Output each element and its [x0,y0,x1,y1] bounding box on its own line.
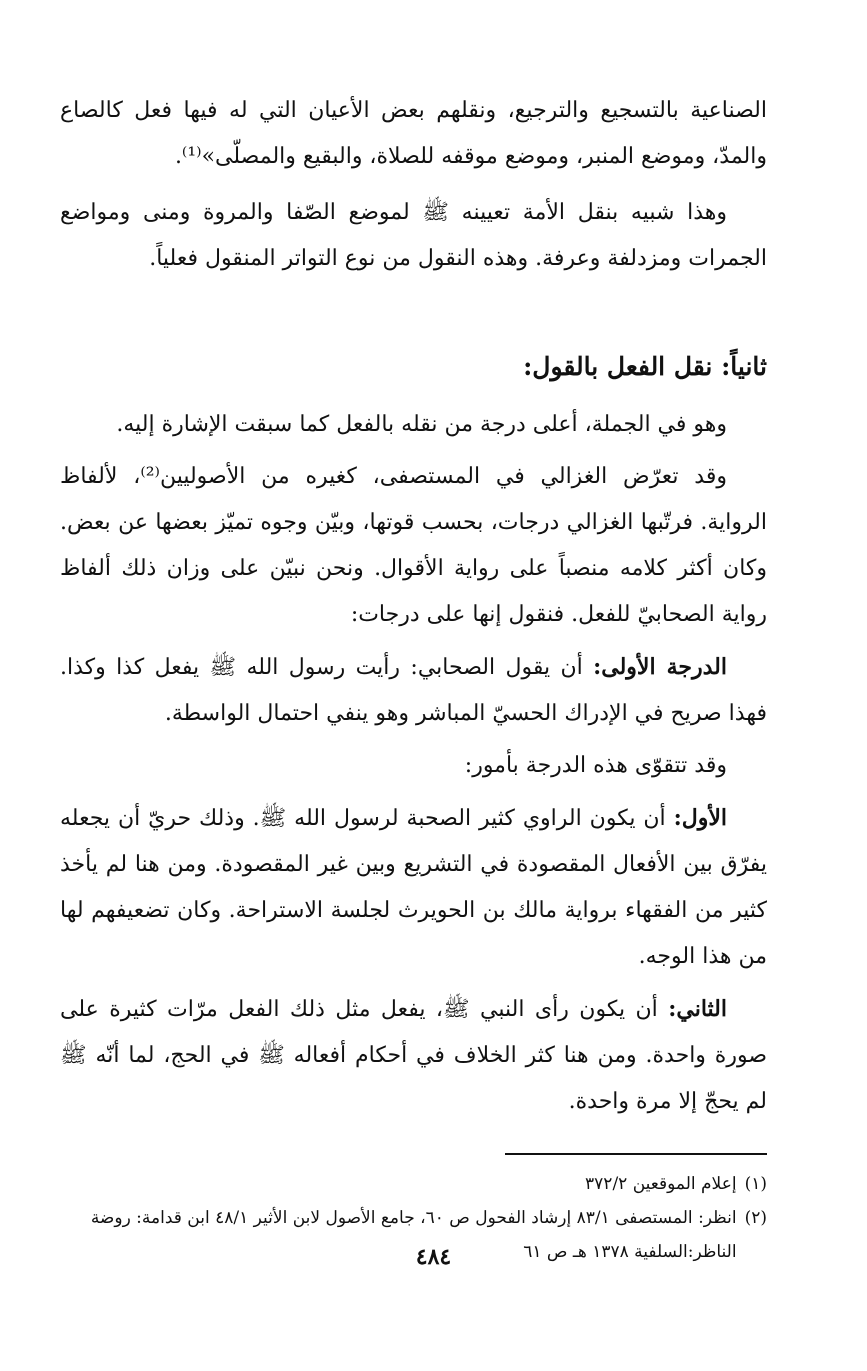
paragraph-ghazali-ranking: وقد تعرّض الغزالي في المستصفى، كغيره من الأصوليين⁽²⁾، لألفاظ الرواية. فرتّبها الغزالي درجات، بحسب قوتها، وبيّن وجوه تميّز بعضها عن بعض. وكان أكثر كلامه منصباً على رواية الأقوال. ونحن نبيّن على وزان ذلك ألفاظ رواية الصحابيّ للفعل. فنقول إنها على درجات: [60,464,767,627]
paragraph-second-factor [60,986,767,1125]
footnote-divider [505,1153,767,1155]
paragraph-first-degree [60,644,767,737]
second-factor-text: أن يكون رأى النبي ﷺ، يفعل مثل ذلك الفعل مرّات كثيرة على صورة واحدة. ومن هنا كثر الخلاف في أحكام أفعاله ﷺ في الحج، لما أنّه ﷺ لم يحجّ إلا مرة واحدة. [60,997,767,1114]
second-factor-label: الثاني: [668,996,727,1022]
paragraph-ranking-intro: وهو في الجملة، أعلى درجة من نقله بالفعل كما سبقت الإشارة إليه. [116,412,727,437]
footnote-number: (٢) [744,1208,767,1228]
first-factor-label: الأول: [673,805,727,831]
first-degree-label: الدرجة الأولى: [593,654,727,680]
first-degree-text: أن يقول الصحابي: رأيت رسول الله ﷺ يفعل كذا وكذا. فهذا صريح في الإدراك الحسيّ المباشر وهو ينفي احتمال الواسطة. [60,655,767,726]
footnote-number: (١) [744,1174,767,1194]
footnote-text: انظر: المستصفى ٨٣/١ إرشاد الفحول ص ٦٠، جامع الأصول لابن الأثير ٤٨/١ ابن قدامة: روضة الناظر:السلفية ١٣٧٨ هـ ص ٦١ [90,1208,737,1262]
paragraph-strengthening-intro: وقد تتقوّى هذه الدرجة بأمور: [464,753,727,778]
footnote-item [60,1167,767,1201]
first-factor-text: أن يكون الراوي كثير الصحبة لرسول الله ﷺ. وذلك حريّ أن يجعله يفرّق بين الأفعال المقصودة في التشريع وبين غير المقصودة. ومن هنا لم يأخذ كثير من الفقهاء برواية مالك بن الحويرث لجلسة الاستراحة. وكان تضعيفهم لها من هذا الوجه. [60,806,767,969]
paragraph-first-factor [60,795,767,980]
paragraph-transmission-of-sites: وهذا شبيه بنقل الأمة تعيينه ﷺ لموضع الصّفا والمروة ومنى ومواضع الجمرات ومزدلفة وعرفة. وهذه النقول من نوع التواتر المنقول فعلياً. [60,200,767,271]
section-heading: ثانياً: نقل الفعل بالقول: [523,352,767,381]
footnote-text: إعلام الموقعين ٣٧٢/٢ [585,1174,737,1194]
page-number: ٤٨٤ [415,1244,452,1270]
paragraph-continued-quote: الصناعية بالتسجيع والترجيع، ونقلهم بعض الأعيان التي له فيها فعل كالصاع والمدّ، وموضع المنبر، وموضع موقفه للصلاة، والبقيع والمصلّى»⁽¹⁾. [60,98,767,169]
